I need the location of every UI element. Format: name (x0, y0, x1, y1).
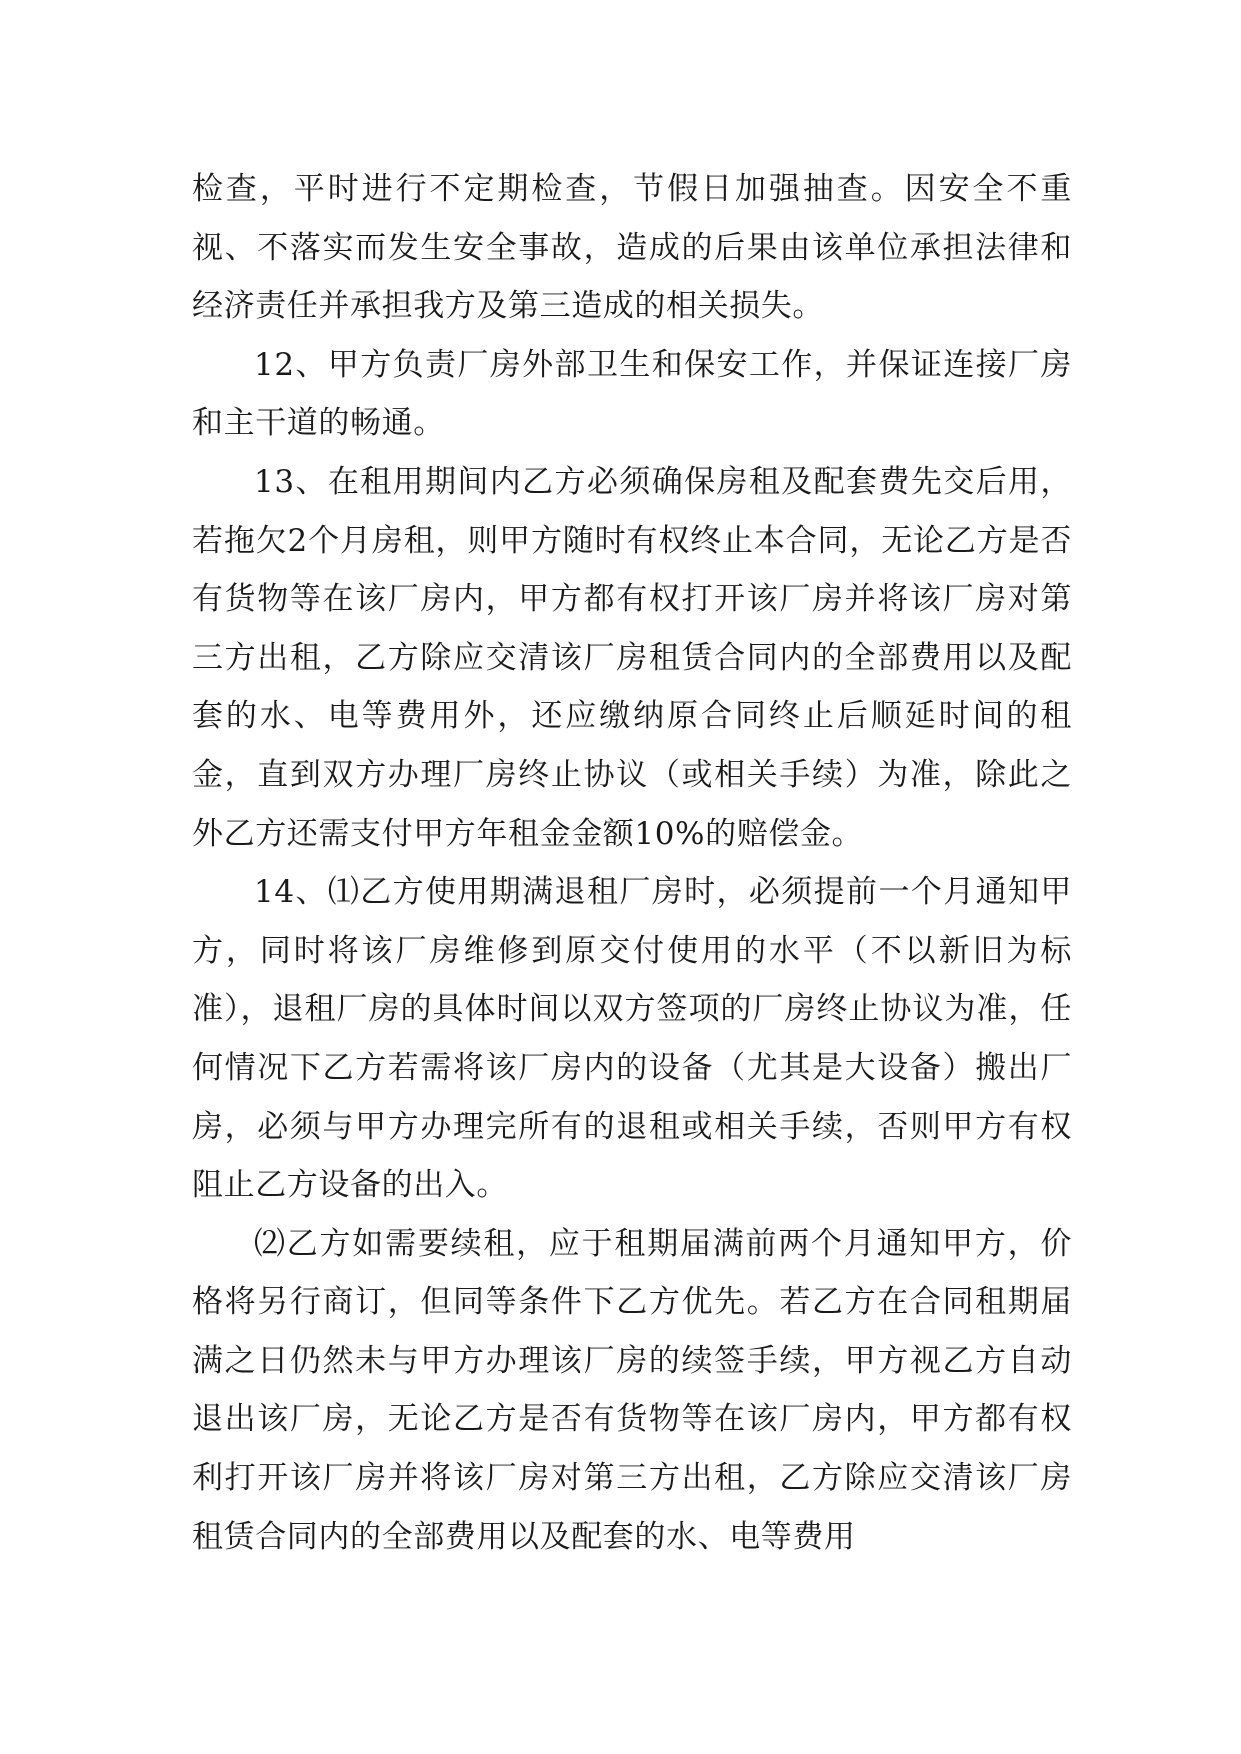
paragraph-clause-12: 12、甲方负责厂房外部卫生和保安工作，并保证连接厂房和主干道的畅通。 (192, 346, 1072, 442)
document-body (192, 160, 1072, 1566)
paragraph-continuation: 检查，平时进行不定期检查，节假日加强抽查。因安全不重视、不落实而发生安全事故，造成的后果由该单位承担法律和经济责任并承担我方及第三造成的相关损失。 (192, 171, 1072, 325)
paragraph-clause-14-1: 14、⑴乙方使用期满退租厂房时，必须提前一个月通知甲方，同时将该厂房维修到原交付使用的水平（不以新旧为标准），退租厂房的具体时间以双方签项的厂房终止协议为准，任何情况下乙方若需将该厂房内的设备（尤其是大设备）搬出厂房，必须与甲方办理完所有的退租或相关手续，否则甲方有权阻止乙方设备的出入。 (192, 874, 1072, 1204)
paragraph-clause-14-2: ⑵乙方如需要续租，应于租期届满前两个月通知甲方，价格将另行商订，但同等条件下乙方优先。若乙方在合同租期届满之日仍然未与甲方办理该厂房的续签手续，甲方视乙方自动退出该厂房，无论乙方是否有货物等在该厂房内，甲方都有权利打开该厂房并将该厂房对第三方出租，乙方除应交清该厂房租赁合同内的全部费用以及配套的水、电等费用 (192, 1225, 1072, 1555)
paragraph-clause-13: 13、在租用期间内乙方必须确保房租及配套费先交后用，若拖欠2个月房租，则甲方随时有权终止本合同，无论乙方是否有货物等在该厂房内，甲方都有权打开该厂房并将该厂房对第三方出租，乙方除应交清该厂房租赁合同内的全部费用以及配套的水、电等费用外，还应缴纳原合同终止后顺延时间的租金，直到双方办理厂房终止协议（或相关手续）为准，除此之外乙方还需支付甲方年租金金额10%的赔偿金。 (192, 463, 1072, 852)
